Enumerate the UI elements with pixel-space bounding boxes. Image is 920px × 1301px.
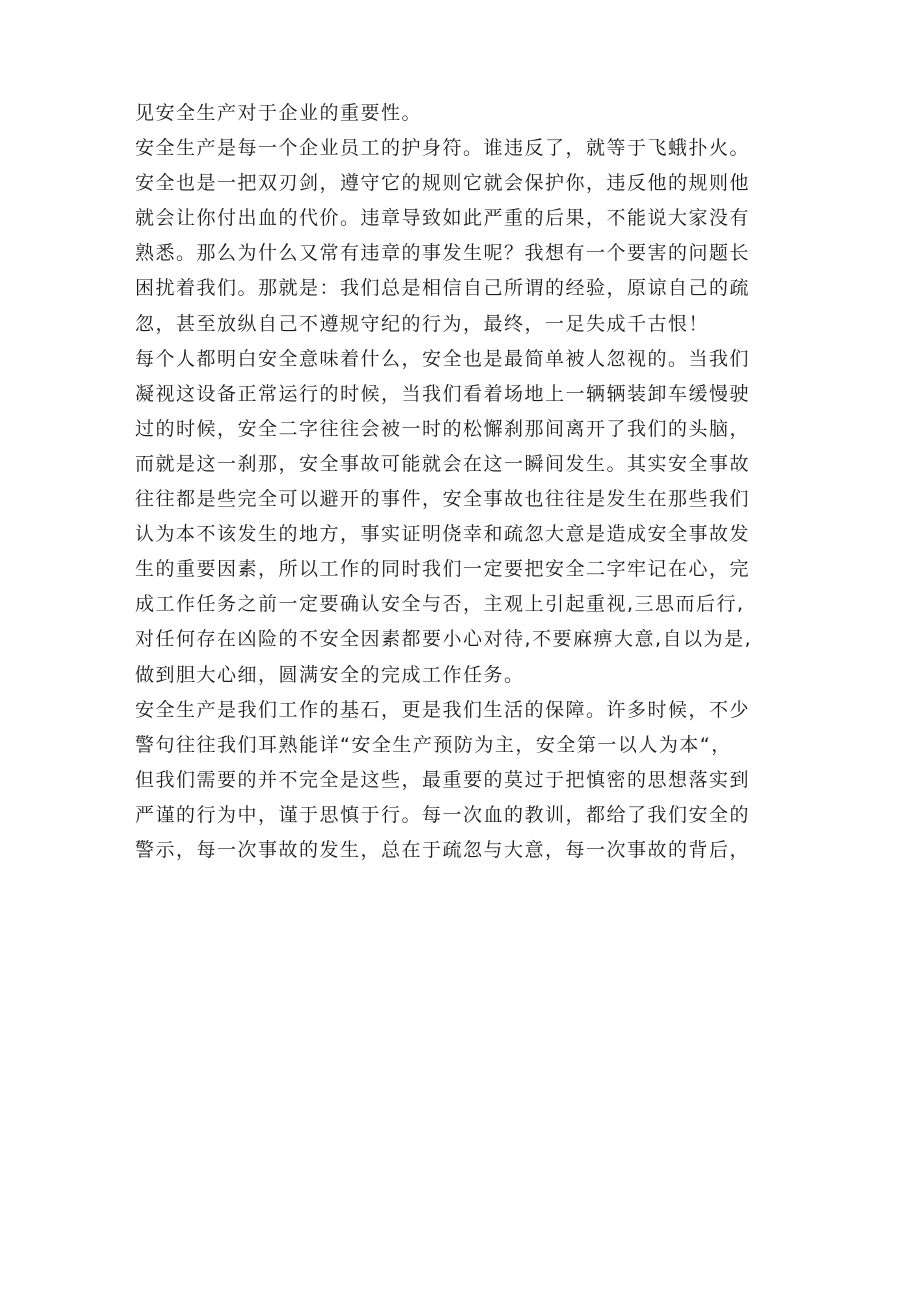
text-line: 困扰着我们。那就是：我们总是相信自己所谓的经验，原谅自己的疏 bbox=[135, 277, 751, 300]
text-line: 安全生产是每一个企业员工的护身符。谁违反了，就等于飞蛾扑火。 bbox=[135, 137, 751, 160]
text-line: 做到胆大心细，圆满安全的完成工作任务。 bbox=[135, 663, 525, 686]
text-line: 警示，每一次事故的发生，总在于疏忽与大意，每一次事故的背后， bbox=[135, 838, 751, 861]
text-line: 凝视这设备正常运行的时候，当我们看着场地上一辆辆装卸车缓慢驶 bbox=[135, 382, 751, 405]
text-line: 认为本不该发生的地方，事实证明侥幸和疏忽大意是造成安全事故发 bbox=[135, 523, 751, 546]
text-line: 忽，甚至放纵自己不遵规守纪的行为，最终，一足失成千古恨！ bbox=[135, 312, 710, 335]
text-line: 成工作任务之前一定要确认安全与否，主观上引起重视,三思而后行, bbox=[135, 593, 745, 616]
text-line: 见安全生产对于企业的重要性。 bbox=[135, 102, 423, 124]
text-line: 严谨的行为中，谨于思慎于行。每一次血的教训，都给了我们安全的 bbox=[135, 803, 751, 826]
text-line: 安全生产是我们工作的基石，更是我们生活的保障。许多时候，不少 bbox=[135, 698, 751, 721]
text-line: 就会让你付出血的代价。违章导致如此严重的后果，不能说大家没有 bbox=[135, 207, 751, 230]
text-line: 往往都是些完全可以避开的事件，安全事故也往往是发生在那些我们 bbox=[135, 488, 751, 511]
text-line: 过的时候，安全二字往往会被一时的松懈刹那间离开了我们的头脑， bbox=[135, 417, 751, 440]
text-line: 警句往往我们耳熟能详“安全生产预防为主，安全第一以人为本“， bbox=[135, 733, 732, 756]
text-line: 但我们需要的并不完全是这些，最重要的莫过于把慎密的思想落实到 bbox=[135, 768, 751, 791]
body-text bbox=[135, 96, 805, 868]
text-line: 生的重要因素，所以工作的同时我们一定要把安全二字牢记在心，完 bbox=[135, 558, 751, 581]
text-line: 安全也是一把双刃剑，遵守它的规则它就会保护你，违反他的规则他 bbox=[135, 172, 751, 195]
text-line: 对任何存在凶险的不安全因素都要小心对待,不要麻痹大意,自以为是, bbox=[135, 628, 753, 651]
text-line: 熟悉。那么为什么又常有违章的事发生呢？我想有一个要害的问题长 bbox=[135, 242, 751, 265]
text-line: 而就是这一刹那，安全事故可能就会在这一瞬间发生。其实安全事故 bbox=[135, 452, 751, 475]
text-line: 每个人都明白安全意味着什么，安全也是最简单被人忽视的。当我们 bbox=[135, 347, 751, 370]
